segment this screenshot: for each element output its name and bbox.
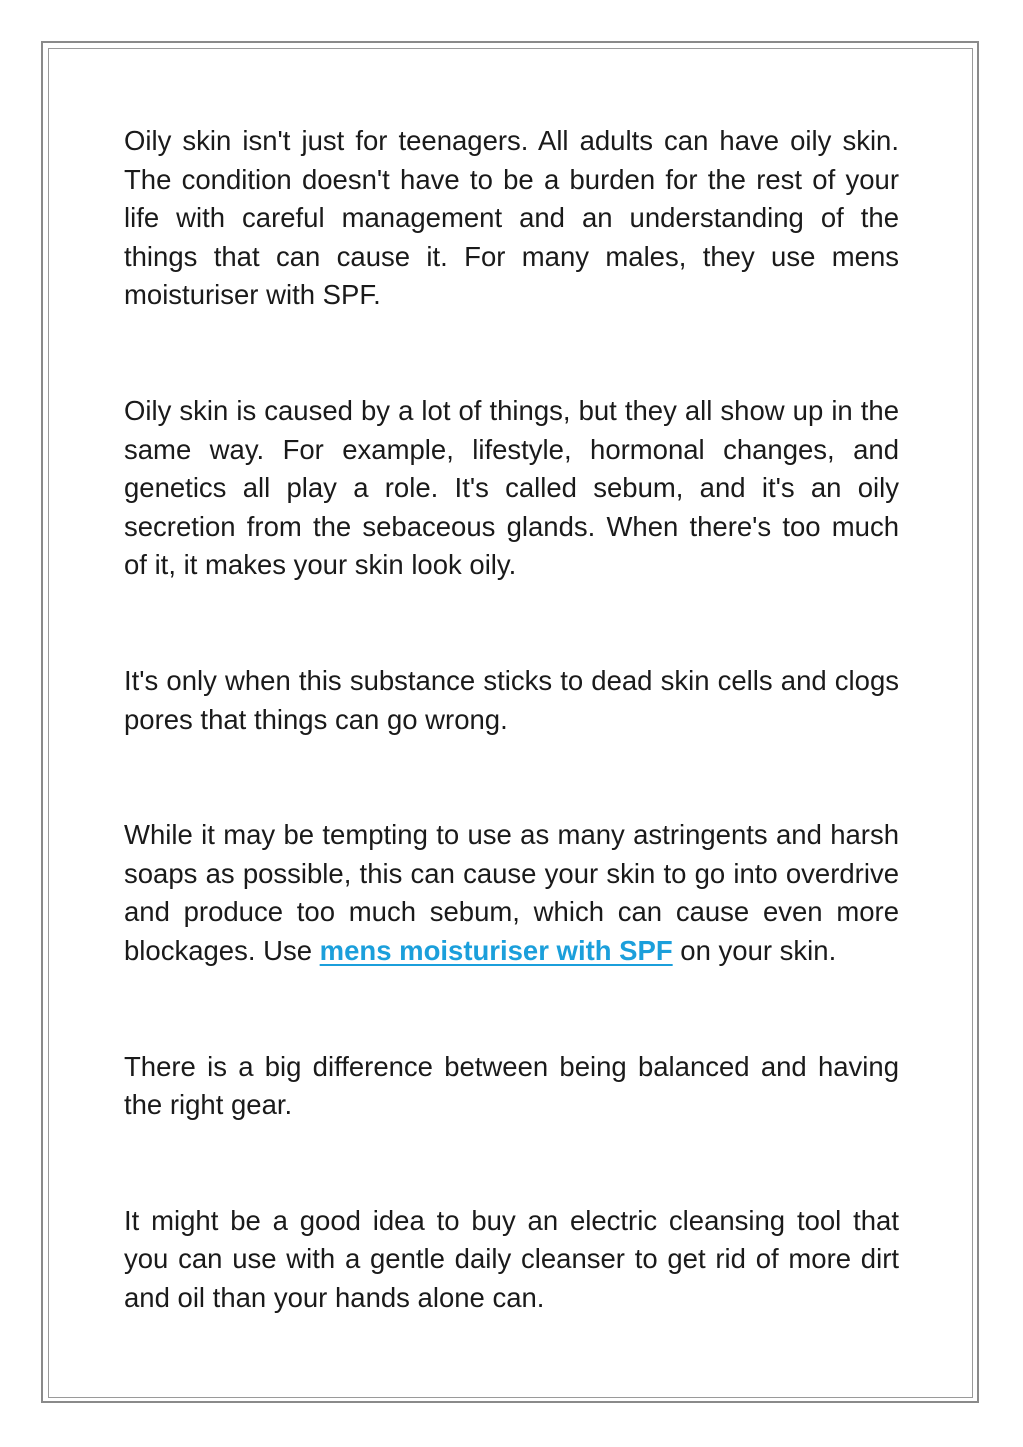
- paragraph-4-text-before: While it may be tempting to use as many astringents and harsh soaps as possible, this can cause your skin to go into overdrive and produce too much sebum, which can cause even more blockages. Use: [124, 819, 899, 966]
- paragraph-1: Oily skin isn't just for teenagers. All adults can have oily skin. The condition doesn't have to be a burden for the rest of your life with careful management and an understanding of the things that can cause it. For many males, they use mens moisturiser with SPF.: [124, 125, 899, 311]
- paragraph-6: It might be a good idea to buy an electric cleansing tool that you can use with a gentle daily cleanser to get rid of more dirt and oil than your hands alone can.: [124, 1204, 899, 1313]
- paragraph-4: [124, 816, 899, 970]
- paragraph-3: It's only when this substance sticks to dead skin cells and clogs pores that things can go wrong.: [124, 664, 899, 735]
- mens-moisturiser-link[interactable]: mens moisturiser with SPF: [319, 934, 673, 966]
- paragraph-5: There is a big difference between being balanced and having the right gear.: [124, 1050, 899, 1121]
- document-body: [124, 122, 899, 1317]
- paragraph-4-text-after: on your skin.: [672, 934, 837, 966]
- paragraph-2: Oily skin is caused by a lot of things, but they all show up in the same way. For example, lifestyle, hormonal changes, and genetics all play a role. It's called sebum, and it's an oily secretion from the sebaceous glands. When there's too much of it, it makes your skin look oily.: [124, 394, 899, 581]
